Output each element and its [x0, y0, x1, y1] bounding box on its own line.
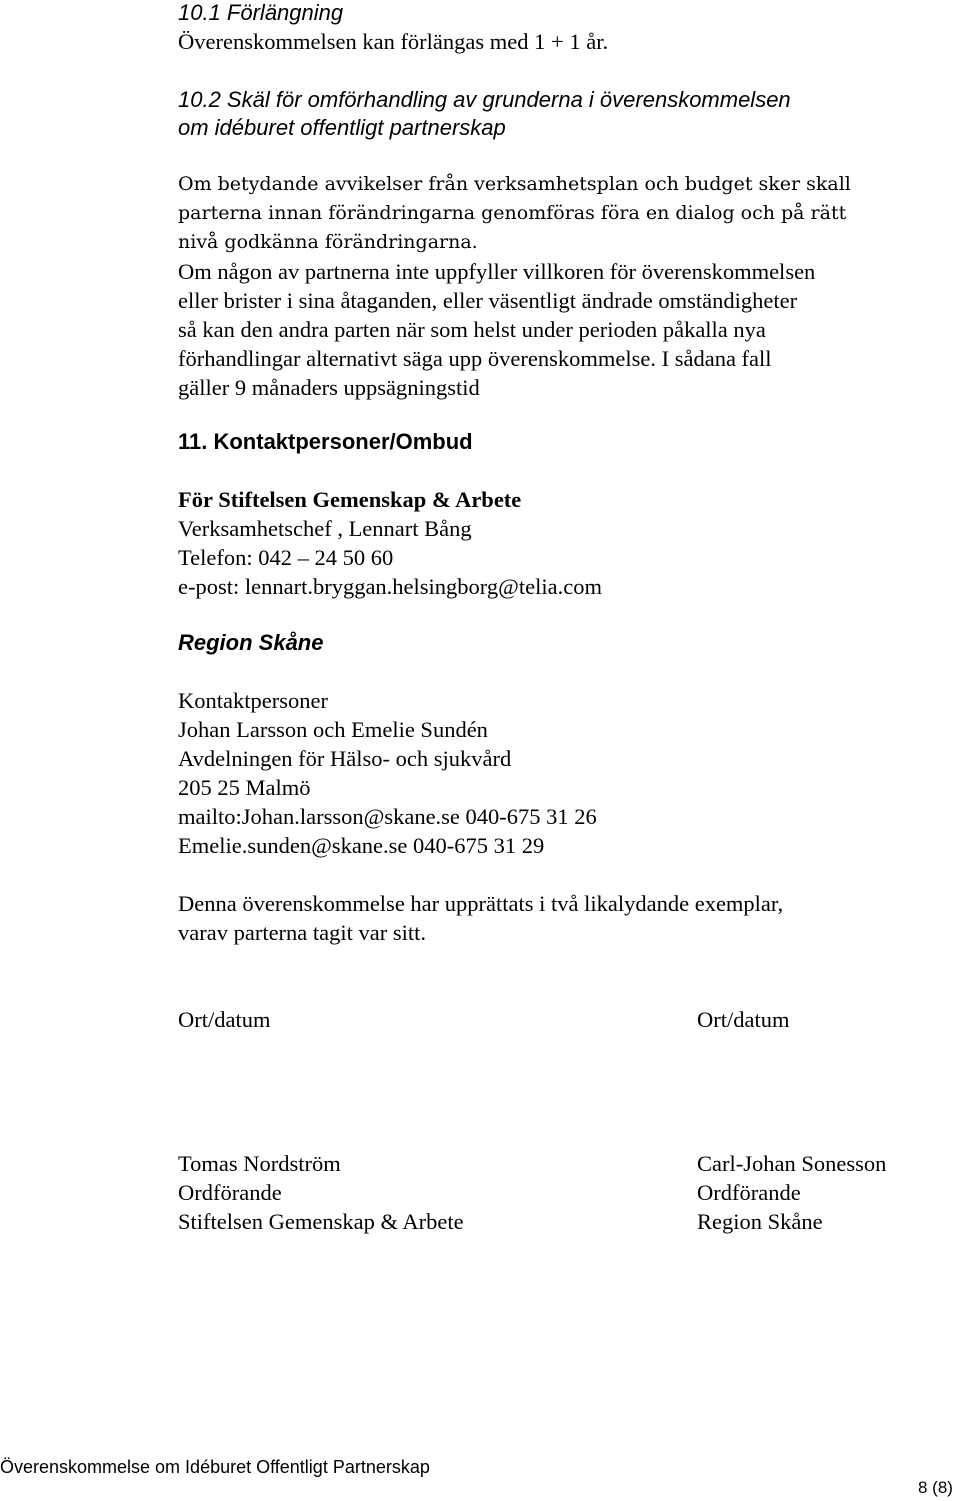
left-signatory-title: Ordförande: [178, 1180, 282, 1205]
party-2-email-1: mailto:Johan.larsson@skane.se 040-675 31 26: [178, 804, 597, 829]
closing-line: varav parterna tagit var sitt.: [178, 920, 427, 945]
closing-line: Denna överenskommelse har upprättats i två likalydande exemplar,: [178, 891, 784, 916]
paragraph-line: eller brister i sina åtaganden, eller väsentligt ändrade omständigheter: [178, 288, 798, 313]
footer-page-number: 8 (8): [918, 1478, 953, 1497]
party-2-email-2: Emelie.sunden@skane.se 040-675 31 29: [178, 833, 545, 858]
section-10-2-heading-line2: om idéburet offentligt partnerskap: [178, 115, 506, 140]
paragraph-line: förhandlingar alternativt säga upp överenskommelse. I sådana fall: [178, 346, 772, 371]
left-signatory-name: Tomas Nordström: [178, 1151, 341, 1176]
party-1-contact-block: [178, 485, 602, 601]
right-signatory-name: Carl-Johan Sonesson: [697, 1151, 887, 1176]
right-place-date: Ort/datum: [697, 1007, 790, 1032]
paragraph-line: så kan den andra parten när som helst under perioden påkalla nya: [178, 317, 766, 342]
party-2-line: Johan Larsson och Emelie Sundén: [178, 717, 488, 742]
section-10-1-text: Överenskommelsen kan förlängas med 1 + 1 år.: [178, 29, 609, 54]
paragraph-line: Om någon av partnerna inte uppfyller villkoren för överenskommelsen: [178, 259, 816, 284]
footer-document-title: Överenskommelse om Idéburet Offentligt Partnerskap: [0, 1457, 430, 1477]
party-1-line: Verksamhetschef , Lennart Bång: [178, 516, 472, 541]
section-10-2-heading-line1: 10.2 Skäl för omförhandling av grunderna i överenskommelsen: [178, 87, 791, 112]
party-1-line: Telefon: 042 – 24 50 60: [178, 545, 394, 570]
left-signatory: [178, 1149, 464, 1236]
party-2-contact-block: [178, 686, 597, 860]
right-signatory-org: Region Skåne: [697, 1209, 823, 1234]
party-2-line: Kontaktpersoner: [178, 688, 328, 713]
party-2-line: Avdelningen för Hälso- och sjukvård: [178, 746, 512, 771]
party-2-heading: Region Skåne: [178, 630, 324, 655]
paragraph-line: parterna innan förändringarna genomföras föra en dialog och på rätt: [178, 202, 847, 224]
left-signatory-org: Stiftelsen Gemenskap & Arbete: [178, 1209, 464, 1234]
party-1-heading: För Stiftelsen Gemenskap & Arbete: [178, 487, 522, 512]
section-10-2-paragraph-2: [178, 257, 815, 402]
paragraph-line: nivå godkänna förändringarna.: [178, 231, 478, 253]
right-signatory-title: Ordförande: [697, 1180, 801, 1205]
section-10-2-paragraph-1: [178, 170, 851, 257]
party-2-line: 205 25 Malmö: [178, 775, 311, 800]
left-place-date: Ort/datum: [178, 1007, 271, 1032]
party-1-email: e-post: lennart.bryggan.helsingborg@telia.com: [178, 574, 602, 599]
closing-paragraph: [178, 889, 783, 947]
section-10-1-heading: 10.1 Förlängning: [178, 0, 344, 25]
paragraph-line: Om betydande avvikelser från verksamhetsplan och budget sker skall: [178, 173, 851, 195]
section-11-heading: 11. Kontaktpersoner/Ombud: [178, 429, 473, 454]
section-10-2-heading: [178, 86, 791, 142]
right-signatory: [697, 1149, 886, 1236]
paragraph-line: gäller 9 månaders uppsägningstid: [178, 375, 480, 400]
